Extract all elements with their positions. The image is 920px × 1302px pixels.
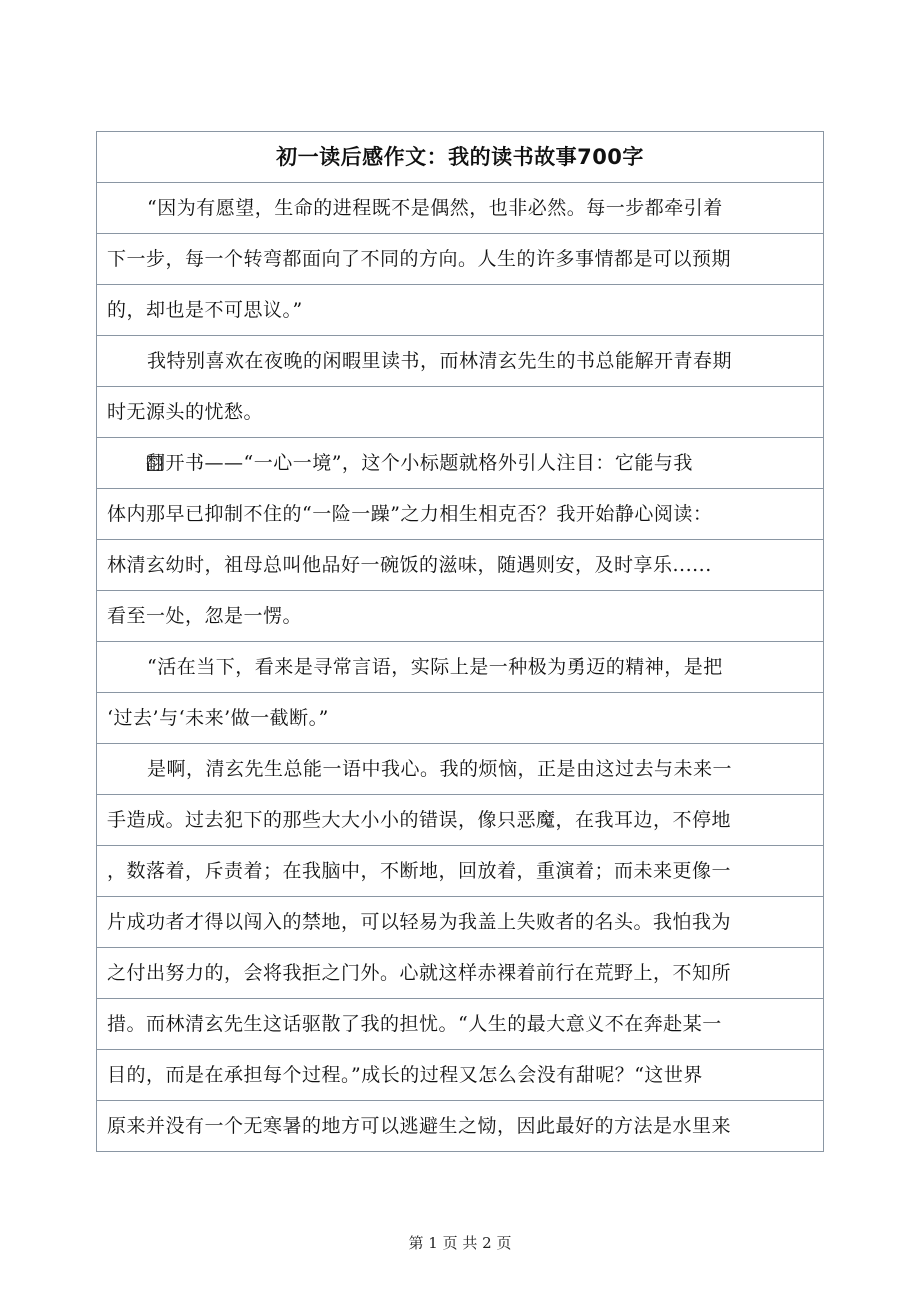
text-line-content: “因为有愿望，生命的进程既不是偶然，也非必然。每一步都牵引着	[147, 197, 723, 219]
text-line: 手造成。过去犯下的那些大大小小的错误，像只恶魔，在我耳边，不停地	[97, 795, 824, 846]
text-line: 体内那早已抑制不住的“一险一躁”之力相生相克否？我开始静心阅读：	[97, 489, 824, 540]
text-line: 林清玄幼时，祖母总叫他品好一碗饭的滋味，随遇则安，及时享乐......	[97, 540, 824, 591]
text-line-content: 我特别喜欢在夜晚的闲暇里读书，而林清玄先生的书总能解开青春期	[147, 350, 733, 372]
text-line: 时无源头的忧愁。	[97, 387, 824, 438]
text-line	[97, 642, 824, 693]
page-number: 第 1 页 共 2 页	[408, 1234, 512, 1252]
text-line: ，数落着，斥责着；在我脑中，不断地，回放着，重演着；而未来更像一	[97, 846, 824, 897]
text-line: 措。而林清玄先生这话驱散了我的担忧。“人生的最大意义不在奔赴某一	[97, 999, 824, 1050]
text-line: 看至一处，忽是一愣。	[97, 591, 824, 642]
text-line: 之付出努力的，会将我拒之门外。心就这样赤裸着前行在荒野上，不知所	[97, 948, 824, 999]
text-line-content: 是啊，清玄先生总能一语中我心。我的烦恼，正是由这过去与未来一	[147, 758, 733, 780]
text-line	[97, 744, 824, 795]
text-line	[97, 183, 824, 234]
essay-table	[96, 131, 824, 1152]
text-line: 的，却也是不可思议。”	[97, 285, 824, 336]
text-line: 片成功者才得以闯入的禁地，可以轻易为我盖上失败者的名头。我怕我为	[97, 897, 824, 948]
text-line: 原来并没有一个无寒暑的地方可以逃避生之恸，因此最好的方法是水里来	[97, 1101, 824, 1152]
text-line	[97, 438, 824, 489]
essay-title: 初一读后感作文：我的读书故事700字	[97, 132, 824, 183]
text-line	[97, 336, 824, 387]
text-line: ‘过去’与‘未来’做一截断。”	[97, 693, 824, 744]
text-line-content: 翻开书——“一心一境”，这个小标题就格外引人注目：它能与我	[146, 452, 693, 474]
text-line-content: “活在当下，看来是寻常言语，实际上是一种极为勇迈的精神，是把	[147, 656, 723, 678]
text-line: 下一步，每一个转弯都面向了不同的方向。人生的许多事情都是可以预期	[97, 234, 824, 285]
text-line: 目的，而是在承担每个过程。”成长的过程又怎么会没有甜呢？“这世界	[97, 1050, 824, 1101]
